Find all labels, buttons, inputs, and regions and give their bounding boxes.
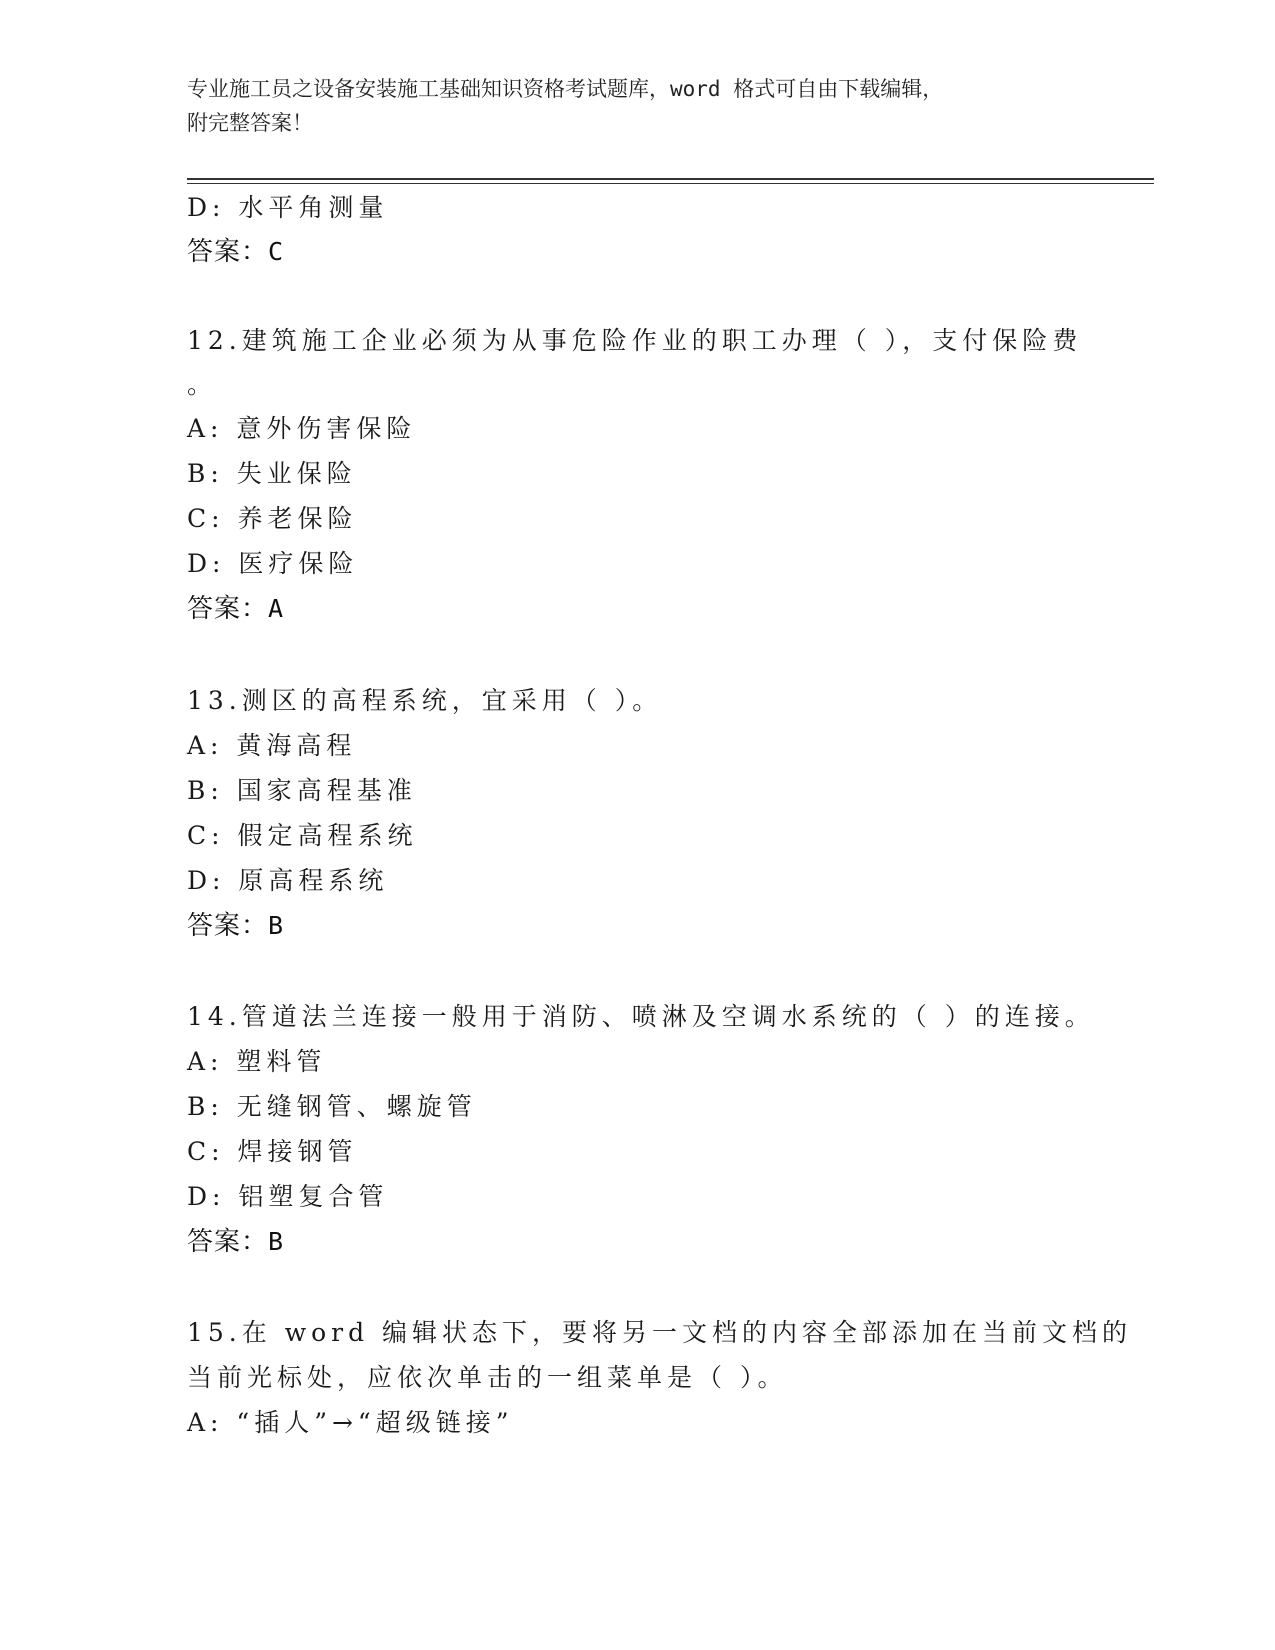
answer-value: B <box>268 1227 285 1256</box>
answer-label: 答案： <box>187 594 269 624</box>
answer-value: A <box>268 594 285 623</box>
answer-value: B <box>268 911 285 940</box>
q13-option-c: C: 假定高程系统 <box>187 821 418 850</box>
answer-label: 答案： <box>187 1227 269 1257</box>
q11-option-d: D: 水平角测量 <box>187 193 389 222</box>
q13-option-d: D: 原高程系统 <box>187 866 389 895</box>
answer-label: 答案： <box>187 911 269 941</box>
page-header <box>187 72 1067 140</box>
q14-stem-line-1: 14.管道法兰连接一般用于消防、喷淋及空调水系统的（ ）的连接。 <box>187 1002 1095 1031</box>
header-title-line-1: 专业施工员之设备安装施工基础知识资格考试题库，word 格式可自由下载编辑， <box>187 77 944 101</box>
q12-option-d: D: 医疗保险 <box>187 549 359 578</box>
q14-option-c: C: 焊接钢管 <box>187 1137 358 1166</box>
q15-option-a: A: “插人”→“超级链接” <box>187 1408 514 1437</box>
q11-answer <box>187 237 284 267</box>
header-divider-thick <box>187 178 1154 180</box>
q14-option-d: D: 铝塑复合管 <box>187 1182 389 1211</box>
q12-option-a: A: 意外伤害保险 <box>187 414 417 443</box>
q13-option-b: B: 国家高程基准 <box>187 776 417 805</box>
q12-stem-line-1: 12.建筑施工企业必须为从事危险作业的职工办理（ ），支付保险费 <box>187 326 1083 355</box>
q13-stem-line-1: 13.测区的高程系统，宜采用（ ）。 <box>187 686 663 715</box>
q12-stem-line-2: 。 <box>187 370 218 399</box>
answer-value: C <box>268 237 285 266</box>
q15-stem-line-1: 15.在 word 编辑状态下，要将另一文档的内容全部添加在当前文档的 <box>187 1318 1133 1347</box>
q14-option-b: B: 无缝钢管、螺旋管 <box>187 1092 477 1121</box>
answer-label: 答案： <box>187 237 269 267</box>
header-divider-thin <box>187 183 1154 184</box>
q14-option-a: A: 塑料管 <box>187 1047 327 1076</box>
q12-option-c: C: 养老保险 <box>187 504 358 533</box>
q12-answer <box>187 594 284 624</box>
header-title-line-2: 附完整答案！ <box>187 111 313 135</box>
q12-option-b: B: 失业保险 <box>187 459 357 488</box>
q15-stem-line-2: 当前光标处，应依次单击的一组菜单是（ ）。 <box>187 1363 788 1392</box>
q14-answer <box>187 1227 284 1257</box>
q13-answer <box>187 911 284 941</box>
q13-option-a: A: 黄海高程 <box>187 731 357 760</box>
